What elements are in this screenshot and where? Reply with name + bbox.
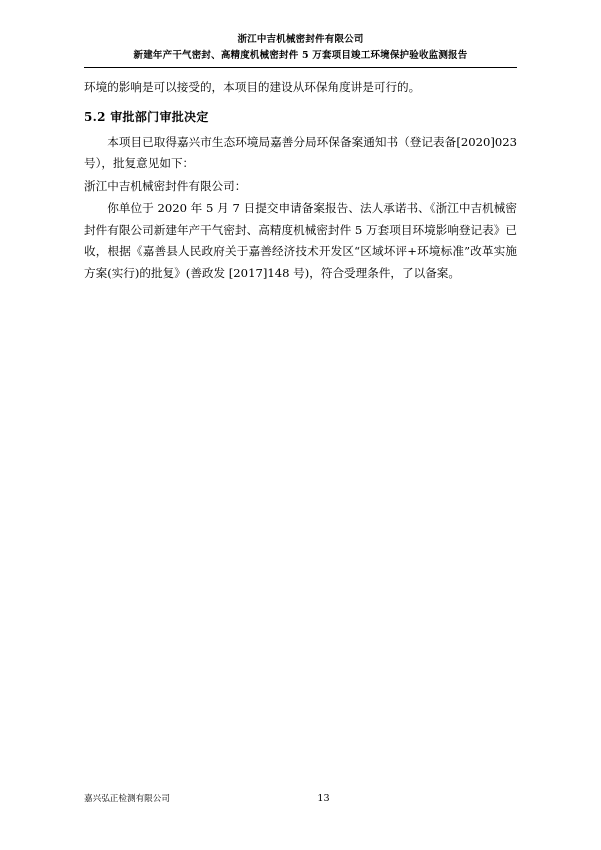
body-text xyxy=(84,77,517,284)
paragraph-approval-notice: 本项目已取得嘉兴市生态环境局嘉善分局环保备案通知书（登记表备[2020]023 号），批复意见如下： xyxy=(84,134,517,171)
paragraph-addressee: 浙江中吉机械密封件有限公司： xyxy=(84,178,247,193)
section-heading-5-2: 5.2 审批部门审批决定 xyxy=(84,109,209,124)
footer-company: 嘉兴弘正检测有限公司 xyxy=(84,794,170,804)
header-line-2: 新建年产干气密封、高精度机械密封件 5 万套项目竣工环境保护验收监测报告 xyxy=(133,49,468,61)
page-footer xyxy=(84,792,517,804)
carryover-paragraph: 环境的影响是可以接受的，本项目的建设从环保角度讲是可行的。 xyxy=(84,80,421,95)
page-content xyxy=(84,32,517,285)
footer-page-number: 13 xyxy=(317,793,330,804)
paragraph-filing-reply: 你单位于 2020 年 5 月 7 日提交申请备案报告、法人承诺书、《浙江中吉机械密封件有限公司新建年产干气密封、高精度机械密封件 5 万套项目环境影响登记表》已收，根据《嘉善县人民政府关于嘉善经济技术开发区“区域坏评+环境标准”改革实施方案(实行)的批复》(善政发 [2017]148 号)，符合受理条件，了以备案。 xyxy=(84,201,517,280)
header-divider xyxy=(84,67,517,68)
page-header xyxy=(84,32,517,63)
header-line-1: 浙江中吉机械密封件有限公司 xyxy=(237,34,364,45)
